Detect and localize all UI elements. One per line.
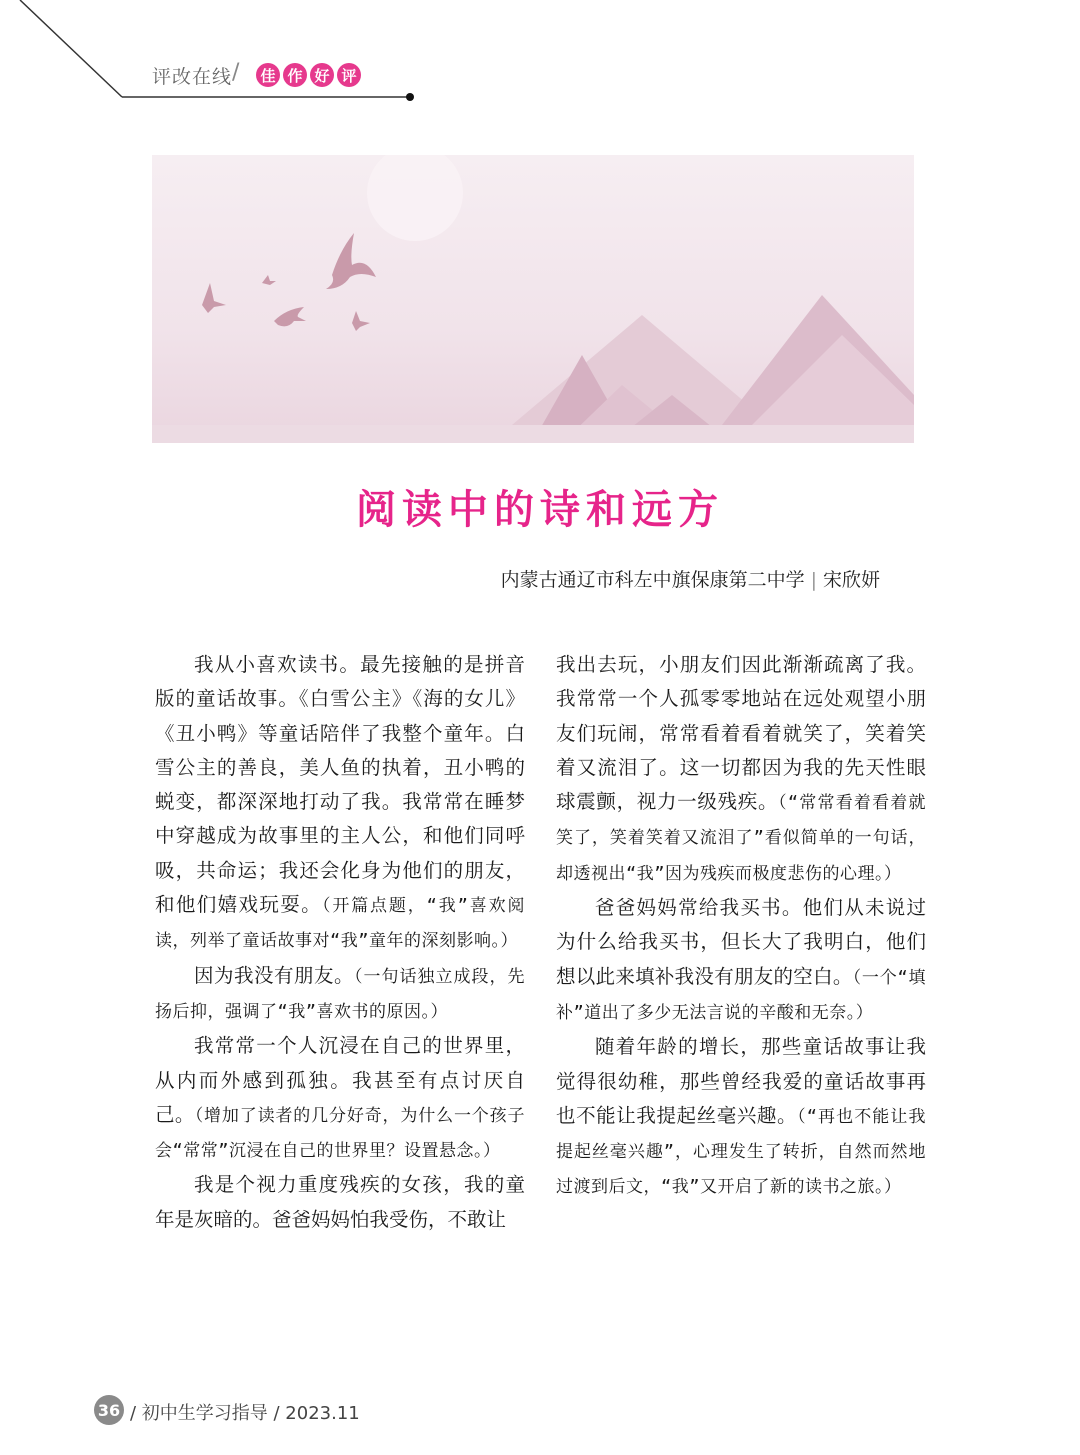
editor-comment: （开篇点题，“我”喜欢阅读，列举了童话故事对“我”童年的深刻影响。）	[155, 896, 525, 952]
editor-comment: （增加了读者的几分好奇，为什么一个孩子会“常常”沉浸在自己的世界里？设置悬念。）	[155, 1105, 525, 1162]
body-column-right	[556, 648, 926, 1205]
paragraph: 爸爸妈妈常给我买书。他们从未说过为什么给我买书，但长大了我明白，他们想以此来填补我没有朋友的空白。（一个“填补”道出了多少无法言说的辛酸和无奈。）	[556, 896, 926, 1023]
section-label: 评改在线	[152, 66, 233, 88]
editor-comment: （一句话独立成段，先扬后抑，强调了“我”喜欢书的原因。）	[155, 966, 525, 1022]
publication-info: / 初中生学习指导 / 2023.11	[130, 1403, 360, 1424]
paragraph: 随着年龄的增长，那些童话故事让我觉得很幼稚，那些曾经我爱的童话故事再也不能让我提起丝毫兴趣。（“再也不能让我提起丝毫兴趣”，心理发生了转折，自然而然地过渡到后文，“我”又开启了新的读书之旅。）	[556, 1035, 926, 1198]
banner-illustration	[152, 155, 914, 443]
paragraph: 我常常一个人沉浸在自己的世界里，从内而外感到孤独。我甚至有点讨厌自己。（增加了读者的几分好奇，为什么一个孩子会“常常”沉浸在自己的世界里？设置悬念。）	[155, 1034, 525, 1162]
editor-comment: （“再也不能让我提起丝毫兴趣”，心理发生了转折，自然而然地过渡到后文，“我”又开启了新的读书之旅。）	[556, 1106, 926, 1198]
school-name: 内蒙古通辽市科左中旗保康第二中学	[500, 569, 805, 591]
page-number: 36	[94, 1395, 124, 1425]
editor-comment: （“常常看着看着就笑了，笑着笑着又流泪了”看似简单的一句话，却透视出“我”因为残疾而极度悲伤的心理。）	[556, 793, 926, 884]
paragraph: 我从小喜欢读书。最先接触的是拼音版的童话故事。《白雪公主》《海的女儿》《丑小鸭》等童话陪伴了我整个童年。白雪公主的善良，美人鱼的执着，丑小鸭的蜕变，都深深地打动了我。我常常在睡梦中穿越成为故事里的主人公，和他们同呼吸，共命运；我还会化身为他们的朋友，和他们嬉戏玩耍。（开篇点题，“我”喜欢阅读，列举了童话故事对“我”童年的深刻影响。）	[155, 653, 525, 952]
paragraph: 因为我没有朋友。（一句话独立成段，先扬后抑，强调了“我”喜欢书的原因。）	[155, 963, 525, 1022]
bird-icon	[202, 233, 376, 331]
header-corner-line	[0, 0, 420, 110]
mountains-icon	[152, 295, 914, 443]
column-badges	[256, 63, 361, 87]
paragraph-continued: 我出去玩，小朋友们因此渐渐疏离了我。我常常一个人孤零零地站在远处观望小朋友们玩闹，常常看着看着就笑了，笑着笑着又流泪了。这一切都因为我的先天性眼球震颤，视力一级残疾。（“常常看着看着就笑了，笑着笑着又流泪了”看似简单的一句话，却透视出“我”因为残疾而极度悲伤的心理。）	[556, 653, 926, 884]
byline	[501, 565, 880, 592]
body-column-left	[155, 648, 525, 1237]
badge-char: 作	[283, 63, 307, 87]
paragraph: 我是个视力重度残疾的女孩，我的童年是灰暗的。爸爸妈妈怕我受伤，不敢让	[155, 1173, 525, 1231]
editor-comment: （一个“填补”道出了多少无法言说的辛酸和无奈。）	[556, 967, 926, 1023]
article-title: 阅读中的诗和远方	[356, 486, 724, 533]
byline-separator: |	[810, 569, 817, 591]
badge-char: 佳	[256, 63, 280, 87]
badge-char: 评	[337, 63, 361, 87]
header-slash: /	[232, 60, 240, 85]
badge-char: 好	[310, 63, 334, 87]
author-name: 宋欣妍	[822, 569, 880, 591]
